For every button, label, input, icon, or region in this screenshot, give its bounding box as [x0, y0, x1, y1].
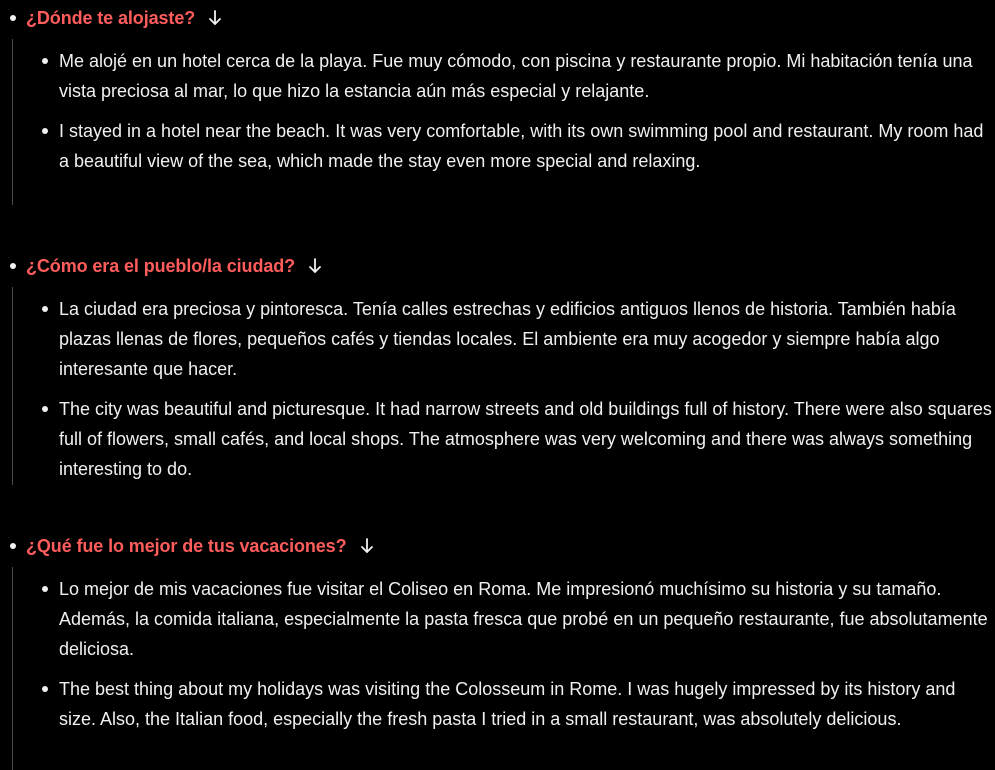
question-bullet	[10, 263, 16, 269]
answer-bullet	[42, 406, 48, 412]
answer-text: Me alojé en un hotel cerca de la playa. Fue muy cómodo, con piscina y restaurante propio. Mi habitación tenía una vista preciosa al mar, lo que hizo la estancia aún más especial y relajante.	[59, 51, 973, 101]
question-row-2[interactable]	[0, 254, 323, 278]
answer-text: I stayed in a hotel near the beach. It was very comfortable, with its own swimming pool and restaurant. My room had a beautiful view of the sea, which made the stay even more special and relaxing.	[59, 121, 984, 171]
answer-text: La ciudad era preciosa y pintoresca. Tenía calles estrechas y edificios antiguos llenos de historia. También había plazas llenas de flores, pequeños cafés y tiendas locales. El ambiente era muy acogedor y siempre había algo interesante que hacer.	[59, 299, 956, 379]
answer-list	[12, 39, 995, 205]
question-text[interactable]: ¿Cómo era el pueblo/la ciudad?	[26, 255, 296, 276]
answer-bullet	[42, 686, 48, 692]
answer-bullet	[42, 586, 48, 592]
answer-bullet	[42, 58, 48, 64]
question-bullet	[10, 15, 16, 21]
question-row-1[interactable]	[0, 6, 223, 30]
answer-item-spanish	[13, 574, 995, 664]
answer-bullet	[42, 306, 48, 312]
arrow-down-icon[interactable]	[307, 257, 323, 275]
answer-item-spanish	[13, 294, 995, 384]
answer-item-english	[13, 394, 995, 484]
answer-text: The city was beautiful and picturesque. It had narrow streets and old buildings full of history. There were also squares full of flowers, small cafés, and local shops. The atmosphere was very welcoming and there was always something interesting to do.	[59, 399, 992, 479]
answer-item-english	[13, 674, 995, 734]
arrow-down-icon[interactable]	[359, 537, 375, 555]
answer-item-english	[13, 116, 995, 176]
question-text[interactable]: ¿Qué fue lo mejor de tus vacaciones?	[26, 535, 347, 556]
question-text[interactable]: ¿Dónde te alojaste?	[26, 7, 196, 28]
question-row-3[interactable]	[0, 534, 375, 558]
question-bullet	[10, 543, 16, 549]
answer-bullet	[42, 128, 48, 134]
answer-list	[12, 567, 995, 770]
answer-item-spanish	[13, 46, 995, 106]
answer-text: The best thing about my holidays was visiting the Colosseum in Rome. I was hugely impressed by its history and size. Also, the Italian food, especially the fresh pasta I tried in a small restaurant, was absolutely delicious.	[59, 679, 956, 729]
answer-text: Lo mejor de mis vacaciones fue visitar el Coliseo en Roma. Me impresionó muchísimo su historia y su tamaño. Además, la comida italiana, especialmente la pasta fresca que probé en un pequeño restaurante, fue absolutamente deliciosa.	[59, 579, 988, 659]
answer-list	[12, 287, 995, 485]
arrow-down-icon[interactable]	[207, 9, 223, 27]
